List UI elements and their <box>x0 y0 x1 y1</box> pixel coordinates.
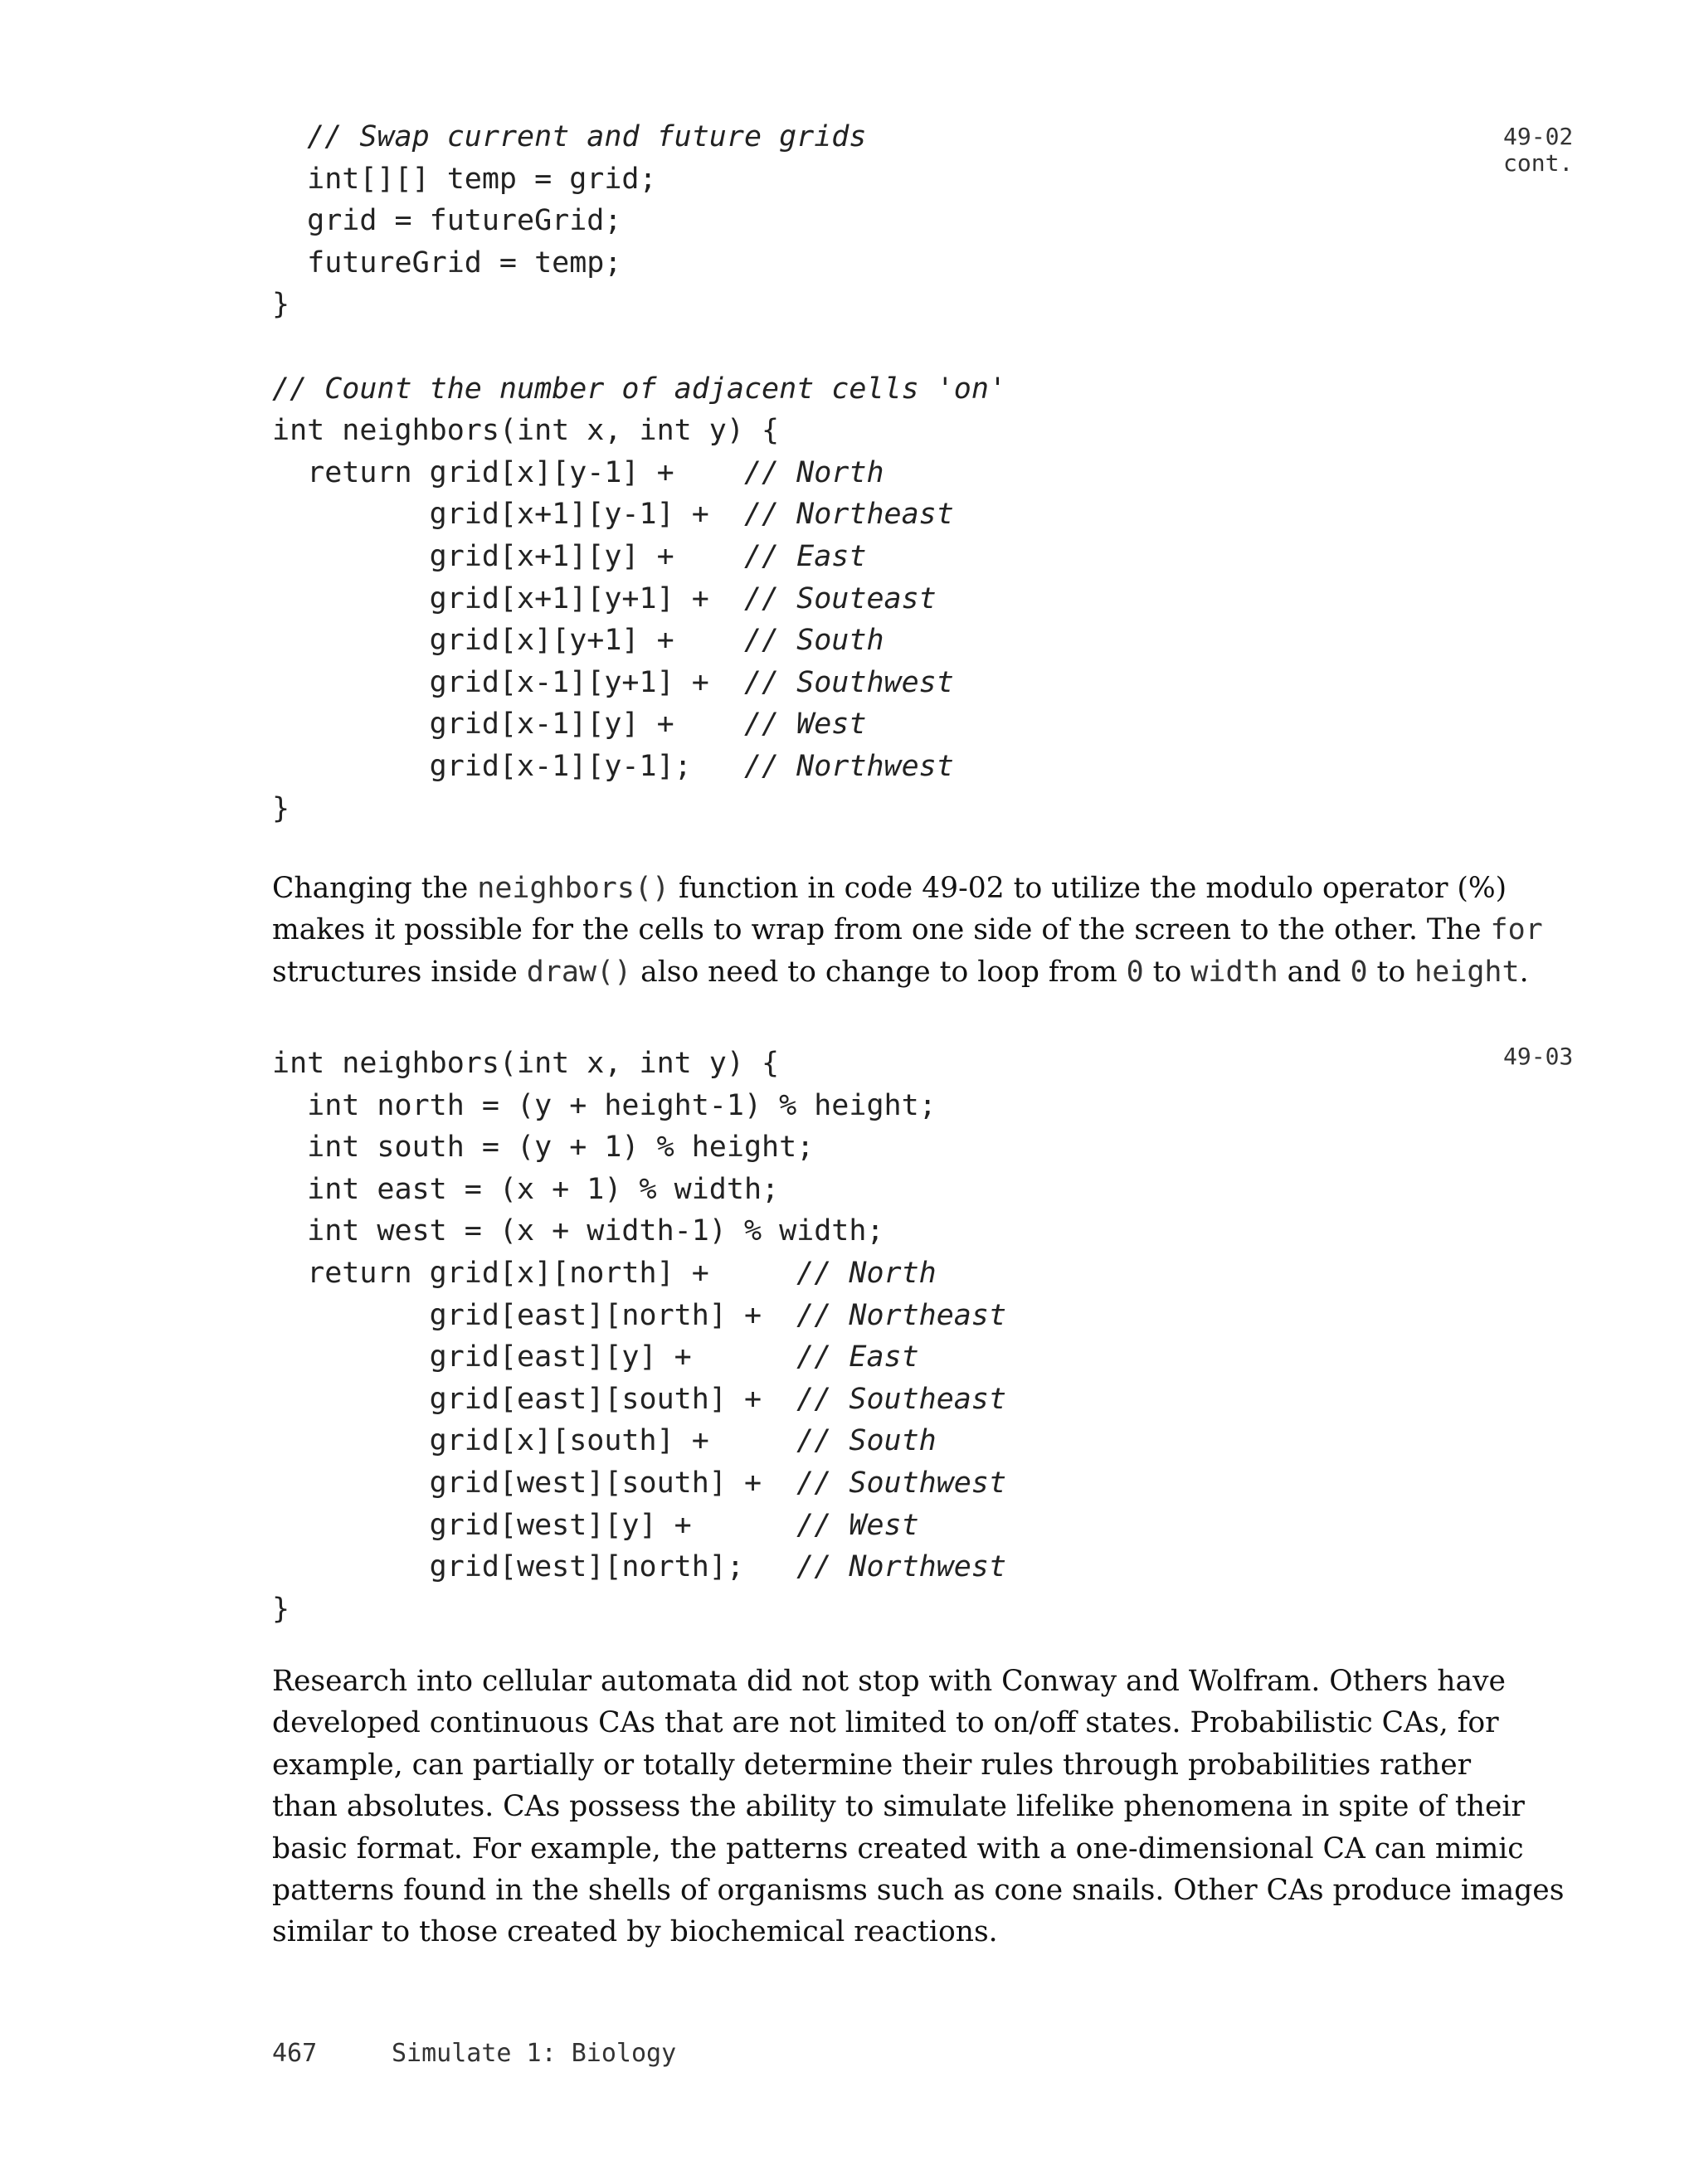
code-line <box>272 1420 1006 1462</box>
paragraph-line: developed continuous CAs that are not limited to on/off states. Probabilistic CAs, for <box>272 1706 1499 1740</box>
text-run: also need to change to loop from <box>631 955 1127 989</box>
code-line <box>272 1588 1006 1631</box>
code-line <box>272 1253 1006 1295</box>
code-comment: // Souteast <box>743 581 937 615</box>
code-comment: // West <box>796 1508 919 1542</box>
inline-code: draw() <box>526 955 632 989</box>
code-line <box>272 620 1006 662</box>
code-line <box>272 1210 1006 1253</box>
code-line <box>272 536 1006 578</box>
body-paragraph-research <box>272 1661 1565 1953</box>
inline-code: 0 <box>1126 955 1144 989</box>
inline-code: 0 <box>1350 955 1368 989</box>
code-comment: // Southwest <box>743 665 954 699</box>
code-text: grid[west][north]; <box>272 1550 797 1584</box>
paragraph-line <box>272 909 1543 951</box>
code-line <box>272 326 1006 368</box>
code-text: grid[x+1][y+1] + <box>272 581 744 615</box>
code-text: grid[x-1][y] + <box>272 708 744 742</box>
code-text: int south = (y + 1) % height; <box>272 1131 815 1165</box>
code-line <box>272 200 1006 242</box>
code-text: return grid[x][y-1] + <box>272 455 744 489</box>
code-comment: // North <box>743 455 884 489</box>
code-text: futureGrid = temp; <box>272 246 622 280</box>
text-run: to <box>1143 955 1191 989</box>
code-text: int west = (x + width-1) % width; <box>272 1214 884 1248</box>
code-line <box>272 662 1006 704</box>
code-line <box>272 284 1006 326</box>
code-text: return grid[x][north] + <box>272 1256 797 1290</box>
code-text: } <box>272 288 290 322</box>
paragraph-line: basic format. For example, the patterns created with a one-dimensional CA can mimic <box>272 1831 1524 1865</box>
code-line <box>272 578 1006 620</box>
code-text: grid[x+1][y-1] + <box>272 498 744 532</box>
code-line <box>272 494 1006 536</box>
code-line <box>272 410 1006 452</box>
text-run: to <box>1367 955 1415 989</box>
code-block-49-02-continued <box>272 116 1006 829</box>
code-line <box>272 746 1006 788</box>
inline-code: width <box>1190 955 1278 989</box>
paragraph-line: example, can partially or totally determine their rules through probabilities rather <box>272 1748 1472 1782</box>
code-line <box>272 1336 1006 1379</box>
code-line <box>272 368 1006 411</box>
paragraph-line: similar to those created by biochemical reactions. <box>272 1915 998 1949</box>
code-line <box>272 158 1006 201</box>
code-text: grid[east][south] + <box>272 1382 797 1416</box>
code-line <box>272 788 1006 830</box>
code-line <box>272 1462 1006 1505</box>
text-run: makes it possible for the cells to wrap from one side of the screen to the other. The <box>272 913 1491 947</box>
code-text: grid[east][y] + <box>272 1340 797 1374</box>
code-comment: // West <box>743 708 867 742</box>
code-comment: // Northeast <box>796 1298 1007 1332</box>
code-text: grid[west][south] + <box>272 1466 797 1500</box>
code-text: int neighbors(int x, int y) { <box>272 1047 780 1080</box>
text-run: structures inside <box>272 955 527 989</box>
code-line <box>272 1085 1006 1127</box>
body-paragraph-modulo <box>272 868 1543 993</box>
code-listing-label-49-02: 49-02 cont. <box>1503 123 1574 177</box>
text-run: function in code 49-02 to utilize the modulo operator (%) <box>669 872 1507 905</box>
code-text: grid[west][y] + <box>272 1508 797 1542</box>
inline-code: height <box>1414 955 1520 989</box>
code-line <box>272 1126 1006 1169</box>
code-listing-label-49-03: 49-03 <box>1503 1043 1574 1070</box>
paragraph-line: Research into cellular automata did not stop with Conway and Wolfram. Others have <box>272 1665 1506 1698</box>
text-run: . <box>1519 955 1529 989</box>
code-line <box>272 1169 1006 1211</box>
code-comment: // South <box>743 624 884 658</box>
code-text: int north = (y + height-1) % height; <box>272 1088 937 1122</box>
code-line <box>272 1379 1006 1421</box>
paragraph-line <box>272 951 1529 993</box>
code-comment: // Northeast <box>743 498 954 532</box>
code-line <box>272 703 1006 746</box>
page-number: 467 <box>272 2039 318 2068</box>
code-comment: // Northwest <box>796 1550 1007 1584</box>
code-text: grid[x][south] + <box>272 1424 797 1458</box>
code-line <box>272 1505 1006 1547</box>
paragraph-line: patterns found in the shells of organisms such as cone snails. Other CAs produce images <box>272 1873 1565 1907</box>
code-comment: // East <box>743 539 867 573</box>
paragraph-line <box>272 868 1507 909</box>
code-text: grid[x][y+1] + <box>272 624 744 658</box>
code-text: grid = futureGrid; <box>272 204 622 238</box>
code-text: int neighbors(int x, int y) { <box>272 414 780 448</box>
code-comment: // East <box>796 1340 919 1374</box>
code-comment: // South <box>796 1424 937 1458</box>
code-line <box>272 242 1006 285</box>
code-line <box>272 1043 1006 1085</box>
code-comment: // North <box>796 1256 937 1290</box>
code-text: } <box>272 791 290 825</box>
code-text: grid[x-1][y+1] + <box>272 665 744 699</box>
code-comment: // Southwest <box>796 1466 1007 1500</box>
running-footer-section-title: Simulate 1: Biology <box>392 2039 677 2068</box>
code-comment: // Count the number of adjacent cells 'on' <box>272 372 1007 406</box>
code-comment: // Northwest <box>743 749 954 783</box>
inline-code: neighbors() <box>477 872 670 905</box>
code-comment: // Swap current and future grids <box>307 120 867 153</box>
code-text: grid[east][north] + <box>272 1298 797 1332</box>
code-text: grid[x-1][y-1]; <box>272 749 744 783</box>
code-line <box>272 1295 1006 1337</box>
code-text: grid[x+1][y] + <box>272 539 744 573</box>
code-text <box>272 120 307 153</box>
paragraph-line: than absolutes. CAs possess the ability to simulate lifelike phenomena in spite of their <box>272 1790 1525 1824</box>
code-line <box>272 452 1006 494</box>
code-text: int east = (x + 1) % width; <box>272 1172 780 1206</box>
text-run: Changing the <box>272 872 478 905</box>
code-block-49-03 <box>272 1043 1006 1630</box>
code-text: int[][] temp = grid; <box>272 162 657 196</box>
code-comment: // Southeast <box>796 1382 1007 1416</box>
inline-code: for <box>1490 913 1543 947</box>
code-line <box>272 116 1006 158</box>
code-line <box>272 1546 1006 1588</box>
code-text: } <box>272 1592 290 1626</box>
text-run: and <box>1278 955 1351 989</box>
